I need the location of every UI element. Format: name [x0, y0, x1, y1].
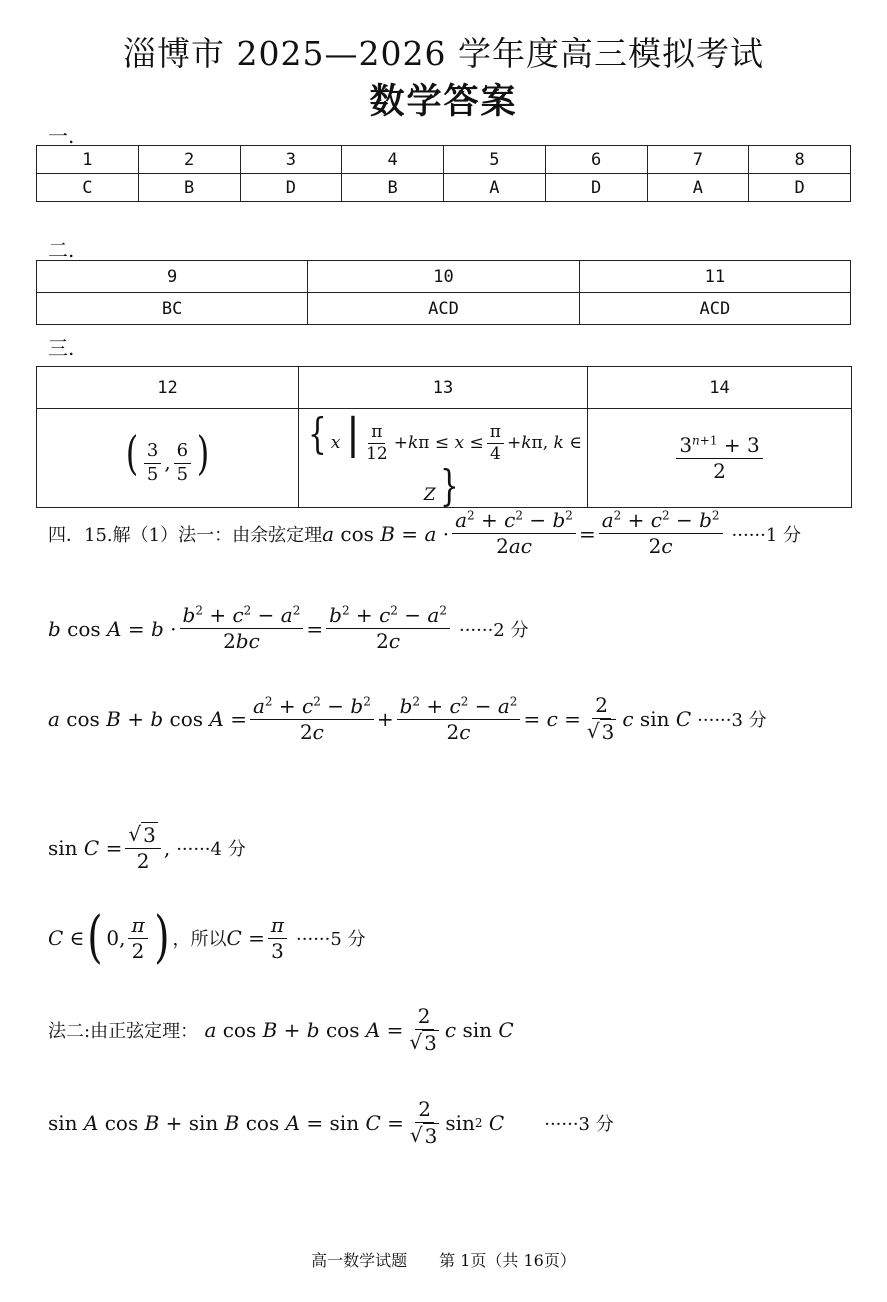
answer-cell: ACD: [308, 293, 579, 325]
answer-cell: B: [342, 174, 444, 202]
question-number: 12: [37, 367, 299, 409]
answer-table-3: [36, 366, 852, 511]
section-label-2: 二.: [48, 238, 75, 262]
section-label-1: 一.: [48, 124, 75, 148]
question-number: 14: [588, 367, 852, 409]
solution-intro: 四．15.解（1）法一：由余弦定理: [48, 524, 323, 546]
answer-cell: A: [647, 174, 749, 202]
question-number: 4: [342, 146, 444, 174]
solution-line-4: sin C = √ 3 2 , ······4 分: [48, 822, 246, 873]
question-number: 7: [647, 146, 749, 174]
score-mark: ······5 分: [296, 929, 366, 950]
question-number: 3: [240, 146, 342, 174]
answer-cell: C: [37, 174, 139, 202]
method2-label: 法二:由正弦定理：: [48, 1021, 199, 1042]
solution-line-6: 法二:由正弦定理： a cos B + b cos A = 2 √ 3 c sin C: [48, 1004, 514, 1055]
page-footer: 高一数学试题 第 1页（共 16页）: [311, 1251, 576, 1270]
so-text: ，所以: [172, 929, 227, 950]
score-mark: ······3 分: [544, 1114, 614, 1135]
solution-line-5: C ∈ ( 0, $\frac{\pi}{2}$ ) ，所以 C = $\frac{\pi}{3}$ ······5 分: [48, 905, 366, 970]
question-number: 2: [138, 146, 240, 174]
answer-14: $\frac{3^{n+1} + 3}{2}$: [588, 409, 852, 508]
page-title: 淄博市 2025—2026 学年度高三模拟考试: [123, 34, 764, 73]
solution-line-2: b cos A = b · $\frac{b^2 + c^2 - a^2}{2bc}$ = $\frac{b^2 + c^2 - a^2}{2c}$ ······2 分: [48, 603, 529, 653]
answer-cell: A: [444, 174, 546, 202]
answer-cell: ACD: [579, 293, 850, 325]
question-number: 1: [37, 146, 139, 174]
page-subtitle: 数学答案: [369, 82, 518, 122]
score-mark: ······4 分: [176, 839, 246, 860]
score-mark: ······3 分: [697, 710, 767, 731]
question-number: 9: [37, 261, 308, 293]
question-number: 11: [579, 261, 850, 293]
answer-cell: D: [545, 174, 647, 202]
answer-12: ( $\frac{3}{5}$ , $\frac{6}{5}$ ): [37, 409, 299, 508]
answer-cell: B: [138, 174, 240, 202]
answer-cell: D: [240, 174, 342, 202]
question-number: 8: [749, 146, 851, 174]
score-mark: ······2 分: [458, 619, 529, 641]
solution-line-1: 四．15.解（1）法一：由余弦定理 a cos B = a · $\frac{a^2 + c^2 - b^2}{2ac}$ = $\frac{a^2 + c^2 - b^2}{2c}$ ······1 分: [48, 508, 802, 558]
question-number: 5: [444, 146, 546, 174]
answer-13: { x | $\frac{\pi}{12}$ +kπ ≤ x ≤ $\frac{\pi}{4}$ +kπ, k ∈ Z}: [299, 409, 588, 508]
score-mark: ······1 分: [731, 524, 802, 546]
question-number: 10: [308, 261, 579, 293]
solution-line-3: a cos B + b cos A = $\frac{a^2 + c^2 - b^2}{2c}$ + $\frac{b^2 + c^2 - a^2}{2c}$ = c = 2 √ 3 c sin C ······3 分: [48, 693, 767, 744]
solution-line-7: sin A cos B + sin B cos A = sin C = 2 √ 3 sin 2 C ······3 分: [48, 1097, 614, 1148]
answer-cell: D: [749, 174, 851, 202]
answer-cell: BC: [37, 293, 308, 325]
answer-table-1: [36, 145, 851, 202]
question-number: 6: [545, 146, 647, 174]
answer-table-2: [36, 260, 851, 325]
section-label-3: 三.: [48, 336, 75, 360]
question-number: 13: [299, 367, 588, 409]
